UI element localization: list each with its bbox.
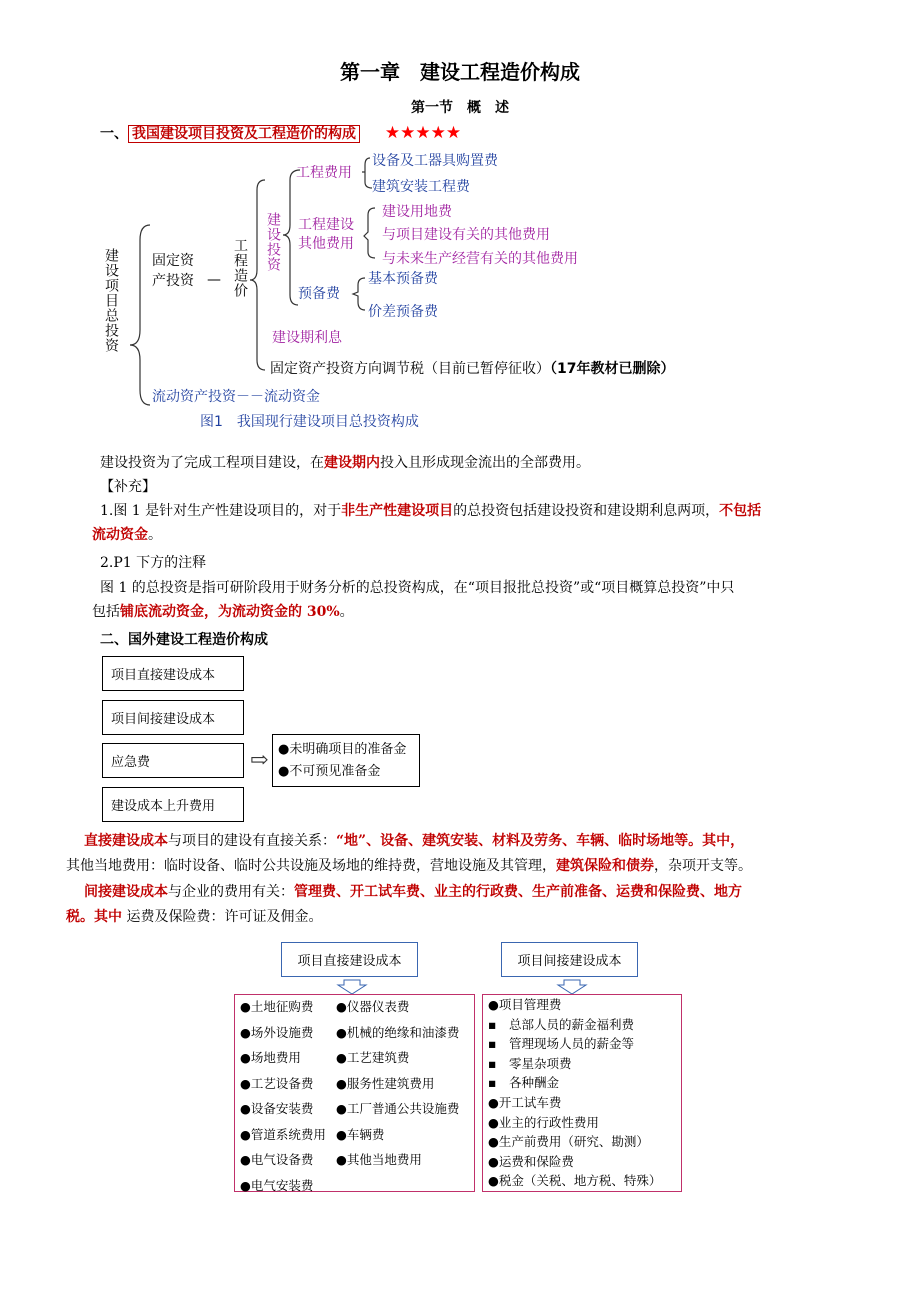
- tax-note: （17年教材已删除）: [550, 361, 675, 377]
- direct-cost-item: ●电气安装费: [240, 1177, 314, 1193]
- contingency-sub1: ●未明确项目的准备金: [278, 741, 407, 757]
- total-investment-label: 建设项目总投资: [103, 248, 119, 353]
- direct-cost-list: [234, 994, 475, 1192]
- indirect-cost-item: ●项目管理费: [488, 997, 562, 1012]
- section1-num: 一、: [100, 126, 128, 142]
- interest-label: 建设期利息: [272, 330, 342, 346]
- note3-highlight: 铺底流动资金，为流动资金的 30%: [120, 604, 340, 620]
- indirect-cost-item: ●业主的行政性费用: [488, 1114, 599, 1130]
- direct-cost-item: ●仪器仪表费: [336, 999, 410, 1014]
- para3-text: 与企业的费用有关：: [168, 884, 294, 900]
- indirect-cost-header: 项目间接建设成本: [501, 942, 638, 977]
- install-fee-label: 建筑安装工程费: [372, 179, 470, 195]
- current-asset-label: 流动资产投资－－流动资金: [152, 389, 320, 405]
- para3-highlight: 管理费、开工试车费、业主的行政费、生产前准备、运费和保险费、地方: [294, 884, 742, 900]
- para2-highlight-e: 建筑保险和债券: [556, 858, 654, 874]
- engineering-fee-label: 工程费用: [296, 165, 352, 181]
- arrow-right-icon: ⇨: [250, 748, 269, 773]
- indirect-cost-item: ●生产前费用（研究、勘测）: [488, 1134, 649, 1150]
- indirect-cost-item: ▪ 各种酬金: [488, 1075, 559, 1091]
- para3-term: 间接建设成本: [84, 884, 168, 900]
- para3-text-e: 运费及保险费：许可证及佣金。: [122, 909, 323, 925]
- note1-text-c: 的总投资包括建设投资和建设期利息两项，: [453, 503, 720, 519]
- para2-highlight: “地”、设备、建筑安装、材料及劳务、车辆、临时场地等。其中，: [336, 833, 745, 849]
- indirect-cost-item: ▪ 管理现场人员的薪金等: [488, 1036, 634, 1052]
- direct-cost-item: ●工艺建筑费: [336, 1050, 410, 1065]
- price-reserve-label: 价差预备费: [368, 304, 438, 320]
- down-arrow-icon-right: [558, 980, 586, 994]
- engineering-cost-label: 工程造价: [232, 238, 248, 298]
- indirect-cost-item: ▪ 总部人员的薪金福利费: [488, 1016, 634, 1032]
- contingency-box: 应急费: [102, 743, 244, 778]
- diagram-dash: —: [207, 272, 221, 288]
- note1-highlight-d: 不包括: [719, 503, 762, 519]
- fixed-asset-label: 固定资产投资: [152, 253, 194, 289]
- down-arrow-icon-left: [338, 980, 366, 994]
- indirect-cost-list: [482, 994, 682, 1192]
- para2-text: 与项目的建设有直接关系：: [168, 833, 336, 849]
- direct-cost-item: ●设备安装费: [240, 1101, 314, 1116]
- direct-cost-box: 项目直接建设成本: [102, 656, 244, 691]
- direct-cost-header: 项目直接建设成本: [281, 942, 418, 977]
- direct-cost-item: ●其他当地费用: [336, 1152, 422, 1167]
- note1-highlight-b: 非生产性建设项目: [341, 503, 454, 519]
- land-fee-label: 建设用地费: [382, 204, 452, 220]
- rating-stars: ★★★★★: [384, 123, 462, 143]
- page-title: 第一章 建设工程造价构成: [340, 60, 580, 84]
- note1-highlight-e: 流动资金: [92, 527, 148, 543]
- reserve-fee-label: 预备费: [298, 286, 340, 302]
- indirect-cost-item: ●运费和保险费: [488, 1153, 574, 1169]
- para3-highlight-d: 税。其中: [66, 909, 122, 925]
- note3-line1: 图 1 的总投资是指可研阶段用于财务分析的总投资构成，在“项目报批总投资”或“项目概算总投资”中只: [100, 580, 735, 596]
- indirect-cost-item: ●开工试车费: [488, 1095, 562, 1110]
- para2-text-f: ，杂项开支等。: [654, 858, 752, 874]
- future-fee-label: 与未来生产经营有关的其他费用: [382, 251, 578, 267]
- indirect-cost-item: ▪ 零星杂项费: [488, 1055, 572, 1071]
- direct-cost-item: ●服务性建筑费用: [336, 1075, 435, 1091]
- direct-cost-item: ●机械的绝缘和油漆费: [336, 1024, 460, 1040]
- note3-text-b: 包括: [92, 604, 120, 620]
- section1-label: 我国建设项目投资及工程造价的构成: [128, 125, 360, 143]
- para2-term: 直接建设成本: [84, 833, 168, 849]
- para1-highlight: 建设期内: [324, 455, 380, 471]
- related-fee-label: 与项目建设有关的其他费用: [382, 227, 550, 243]
- indirect-cost-box: 项目间接建设成本: [102, 700, 244, 735]
- direct-cost-item: ●管道系统费用: [240, 1126, 326, 1142]
- direct-cost-item: ●土地征购费: [240, 999, 314, 1014]
- para1-text-c: 投入且形成现金流出的全部费用。: [380, 455, 590, 471]
- contingency-sub2: ●不可预见准备金: [278, 763, 381, 779]
- note1-text-f: 。: [148, 527, 162, 543]
- basic-reserve-label: 基本预备费: [368, 271, 438, 287]
- direct-cost-item: ●工艺设备费: [240, 1075, 314, 1091]
- note3-text-d: 。: [339, 604, 354, 620]
- tax-text: 固定资产投资方向调节税（目前已暂停征收）: [270, 361, 550, 377]
- direct-cost-item: ●工厂普通公共设施费: [336, 1101, 460, 1116]
- diagram-caption: 图1 我国现行建设项目总投资构成: [200, 414, 419, 430]
- section-subtitle: 第一节 概 述: [411, 100, 509, 116]
- construction-investment-label: 建设投资: [265, 212, 281, 272]
- note1-text-a: 1.图 1 是针对生产性建设项目的，对于: [100, 503, 342, 519]
- direct-cost-item: ●车辆费: [336, 1126, 385, 1142]
- indirect-cost-item: ●税金（关税、地方税、特殊）: [488, 1173, 662, 1189]
- direct-cost-item: ●电气设备费: [240, 1152, 314, 1167]
- escalation-box: 建设成本上升费用: [102, 787, 244, 822]
- para2-text-d: 其他当地费用：临时设备、临时公共设施及场地的维持费，营地设施及其管理，: [66, 858, 556, 874]
- section2-heading: 二、国外建设工程造价构成: [100, 632, 268, 648]
- other-fee-label: 工程建设其他费用: [298, 217, 354, 252]
- para1-text-a: 建设投资为了完成工程项目建设，在: [100, 455, 324, 471]
- equipment-fee-label: 设备及工器具购置费: [372, 153, 498, 169]
- supplement-heading: 【补充】: [100, 479, 156, 495]
- direct-cost-item: ●场地费用: [240, 1050, 301, 1065]
- direct-cost-item: ●场外设施费: [240, 1024, 314, 1040]
- note2: 2.P1 下方的注释: [100, 555, 207, 571]
